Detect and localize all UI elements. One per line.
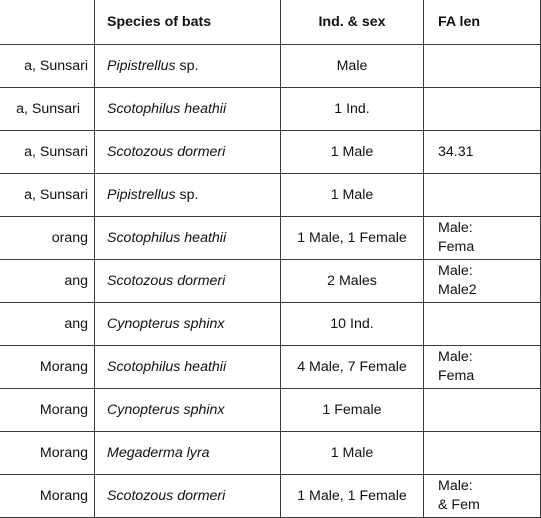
table-row [0, 88, 541, 131]
header-locality [0, 0, 95, 45]
fa-length-line: Fema [438, 239, 475, 255]
table-row [0, 131, 541, 174]
cell-fa-length [424, 88, 541, 131]
table-row [0, 346, 541, 389]
cell-fa-length [424, 303, 541, 346]
cell-species [95, 475, 281, 518]
fa-length-line: Male: [438, 263, 473, 279]
cell-fa-length [424, 45, 541, 88]
fa-length-line: Male: [438, 478, 473, 494]
fa-length-line: 34.31 [438, 143, 474, 160]
species-name: Scotozous dormeri [107, 144, 226, 160]
cell-species [95, 45, 281, 88]
species-name: Scotozous dormeri [107, 273, 226, 289]
cell-species [95, 131, 281, 174]
cell-ind-sex: 4 Male, 7 Female [281, 346, 424, 389]
header-fa-length: FA len [424, 0, 541, 45]
cell-species [95, 260, 281, 303]
cell-ind-sex: 1 Male, 1 Female [281, 217, 424, 260]
species-qualifier: sp. [175, 187, 199, 203]
cell-species [95, 432, 281, 475]
cell-locality: a, Sunsari [0, 131, 95, 174]
cell-ind-sex: Male [281, 45, 424, 88]
header-ind-sex: Ind. & sex [281, 0, 424, 45]
species-name: Megaderma lyra [107, 445, 210, 461]
cell-locality: orang [0, 217, 95, 260]
cell-ind-sex: 10 Ind. [281, 303, 424, 346]
cell-species [95, 389, 281, 432]
cell-ind-sex: 1 Male, 1 Female [281, 475, 424, 518]
cell-ind-sex: 1 Male [281, 432, 424, 475]
species-name: Scotophilus heathii [107, 359, 227, 375]
fa-length-line: Fema [438, 368, 475, 384]
cell-ind-sex: 1 Male [281, 174, 424, 217]
species-name: Cynopterus sphinx [107, 402, 225, 418]
table-row [0, 217, 541, 260]
species-name: Pipistrellus [107, 58, 176, 74]
table-row [0, 260, 541, 303]
species-name: Scotophilus heathii [107, 230, 227, 246]
header-row [0, 0, 541, 45]
table-row [0, 475, 541, 518]
cell-locality: a, Sunsari [0, 174, 95, 217]
cell-locality: Morang [0, 389, 95, 432]
cell-locality: Morang [0, 432, 95, 475]
table-row [0, 389, 541, 432]
cell-species [95, 217, 281, 260]
table-body [0, 45, 541, 518]
species-name: Pipistrellus [107, 187, 176, 203]
cell-species [95, 88, 281, 131]
cell-fa-length [424, 432, 541, 475]
cell-ind-sex: 1 Male [281, 131, 424, 174]
species-qualifier: sp. [175, 58, 199, 74]
cell-fa-length [424, 346, 541, 389]
cell-fa-length [424, 131, 541, 174]
cell-species [95, 303, 281, 346]
fa-length-line: & Fem [438, 497, 480, 513]
table-row [0, 303, 541, 346]
species-name: Scotozous dormeri [107, 488, 226, 504]
cell-locality: ang [0, 260, 95, 303]
fa-length-line: Male: [438, 349, 473, 365]
table-row [0, 174, 541, 217]
table-row [0, 432, 541, 475]
cell-fa-length [424, 475, 541, 518]
cell-species [95, 346, 281, 389]
cell-locality: a, Sunsari [0, 88, 95, 131]
table-row [0, 45, 541, 88]
cell-ind-sex: 1 Female [281, 389, 424, 432]
cell-locality: Morang [0, 475, 95, 518]
cell-fa-length [424, 260, 541, 303]
cell-fa-length [424, 217, 541, 260]
species-name: Scotophilus heathii [107, 101, 227, 117]
cell-ind-sex: 1 Ind. [281, 88, 424, 131]
table-header [0, 0, 541, 45]
cell-ind-sex: 2 Males [281, 260, 424, 303]
cell-locality: ang [0, 303, 95, 346]
species-name: Cynopterus sphinx [107, 316, 225, 332]
cell-locality: Morang [0, 346, 95, 389]
cell-fa-length [424, 389, 541, 432]
cell-species [95, 174, 281, 217]
header-species: Species of bats [95, 0, 281, 45]
fa-length-line: Male: [438, 220, 473, 236]
cell-locality: a, Sunsari [0, 45, 95, 88]
fa-length-line: Male2 [438, 282, 477, 298]
cell-fa-length [424, 174, 541, 217]
